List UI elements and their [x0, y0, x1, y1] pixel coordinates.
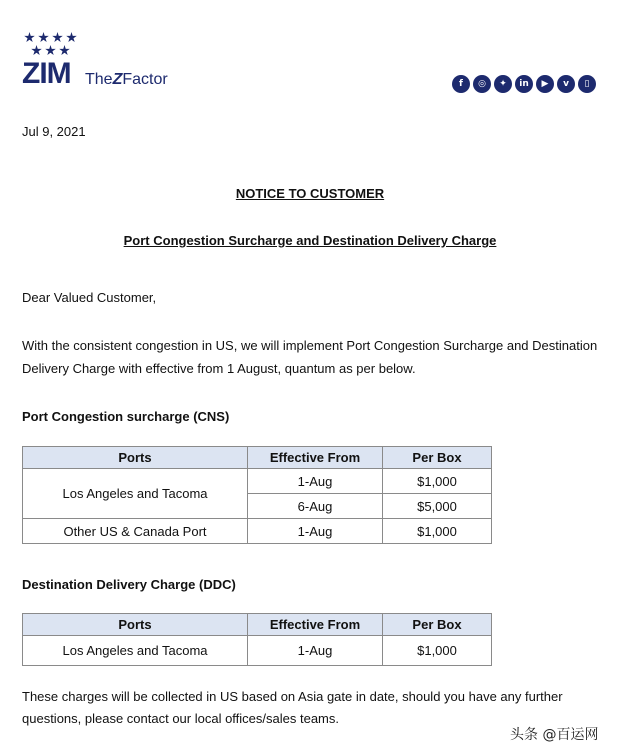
column-header: Per Box [383, 447, 492, 469]
intro-paragraph: With the consistent congestion in US, we will implement Port Congestion Surcharge and Destination Delivery Charge with effective from 1 August, quantum as per below. [22, 338, 598, 376]
youtube-icon[interactable]: ▶ [536, 75, 554, 93]
column-header: Per Box [383, 614, 492, 636]
vimeo-icon[interactable]: v [557, 75, 575, 93]
closing-paragraph: These charges will be collected in US based on Asia gate in date, should you have any further questions, please contact our local offices/sales teams. [22, 689, 563, 726]
cns-section-title: Port Congestion surcharge (CNS) [22, 409, 230, 424]
zim-logo [22, 30, 192, 92]
logo-wordmark: ZIM [22, 57, 71, 90]
cns-table [22, 446, 492, 544]
notice-title: NOTICE TO CUSTOMER [235, 186, 385, 201]
mobile-icon[interactable]: ▯ [578, 75, 596, 93]
effective-cell: 6-Aug [248, 494, 383, 519]
per-box-cell: $1,000 [383, 469, 492, 494]
instagram-icon[interactable]: ◎ [473, 75, 491, 93]
ddc-section-title: Destination Delivery Charge (DDC) [22, 577, 236, 592]
column-header: Effective From [248, 447, 383, 469]
effective-cell: 1-Aug [248, 469, 383, 494]
notice-subject: Port Congestion Surcharge and Destination Delivery Charge [123, 233, 497, 248]
per-box-cell: $1,000 [383, 519, 492, 544]
table-header-row [23, 447, 492, 469]
per-box-cell: $5,000 [383, 494, 492, 519]
letter-date: Jul 9, 2021 [22, 124, 86, 139]
table-row [23, 469, 492, 494]
table-header-row [23, 614, 492, 636]
twitter-icon[interactable]: ✦ [494, 75, 512, 93]
port-cell: Los Angeles and Tacoma [23, 469, 248, 519]
table-row [23, 519, 492, 544]
logo-tagline: TheZFactor [85, 71, 168, 88]
salutation: Dear Valued Customer, [22, 290, 157, 305]
column-header: Ports [23, 447, 248, 469]
effective-cell: 1-Aug [248, 636, 383, 666]
port-cell: Los Angeles and Tacoma [23, 636, 248, 666]
effective-cell: 1-Aug [248, 519, 383, 544]
stars-emblem [22, 30, 86, 58]
ddc-table [22, 613, 492, 666]
facebook-icon[interactable]: f [452, 75, 470, 93]
column-header: Effective From [248, 614, 383, 636]
watermark: 头条 @百运网 [510, 727, 599, 743]
social-icons [452, 75, 596, 93]
column-header: Ports [23, 614, 248, 636]
per-box-cell: $1,000 [383, 636, 492, 666]
port-cell: Other US & Canada Port [23, 519, 248, 544]
table-row [23, 636, 492, 666]
linkedin-icon[interactable]: in [515, 75, 533, 93]
